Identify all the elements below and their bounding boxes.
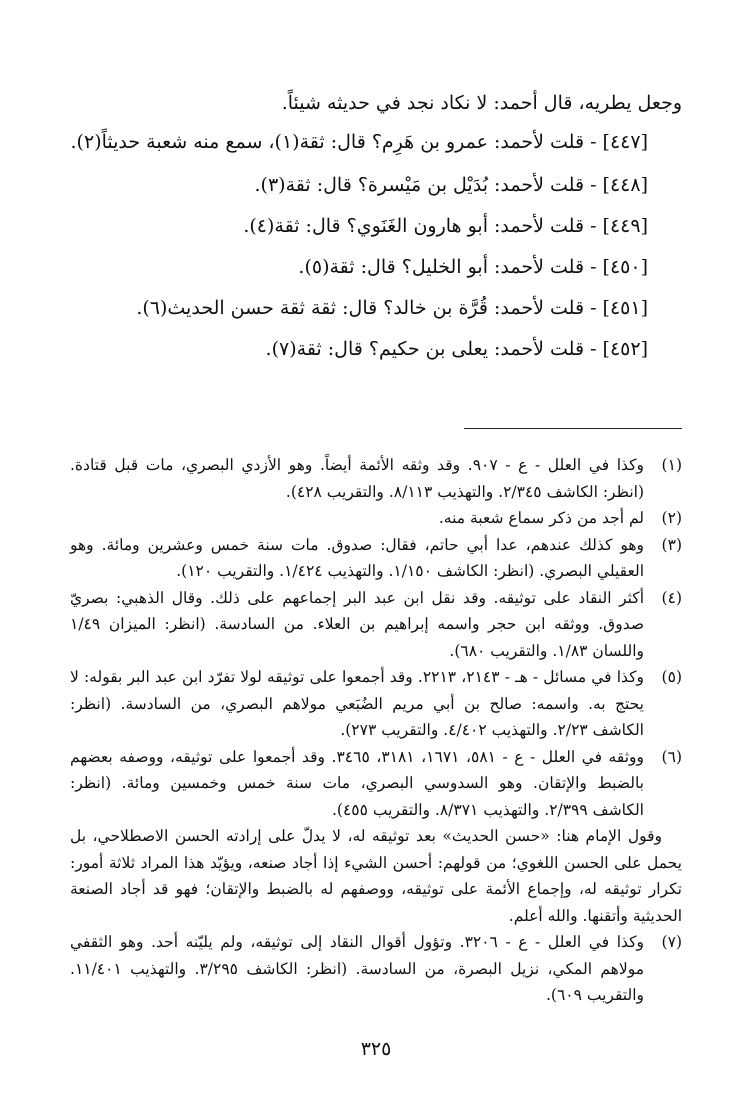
footnote-text: ووثقه في العلل - ع - ٥٨١، ١٦٧١، ٣١٨١، ٣٤٦٥. وقد أجمعوا على توثيقه، ووصفه بعضهم بالضبط والإتقان. وهو السدوسي البصري، مات سنة خمس وخمسين ومائة. (انظر: الكاشف ٢/٣٩٩. والتهذيب ٨/٣٧١. والتقريب ٤٥٥). [70, 747, 644, 819]
footnote-text: وهو كذلك عندهم، عدا أبي حاتم، فقال: صدوق. مات سنة خمس وعشرين ومائة. وهو العقيلي البصري. (انظر: الكاشف ١/١٥٠. والتهذيب ١/٤٢٤. والتقريب ١٢٠). [70, 535, 644, 580]
main-text [70, 86, 682, 373]
intro-line: وجعل يطريه، قال أحمد: لا نكاد نجد في حديثه شيئاً. [281, 92, 682, 114]
footnote-text: لم أجد من ذكر سماع شعبة منه. [438, 509, 644, 527]
footnote-text: وكذا في مسائل - هـ - ٢١٤٣، ٢٢١٣. وقد أجمعوا على توثيقه لولا تفرّد ابن عبد البر بقوله: لا يحتج به. واسمه: صالح بن أبي مريم الضُبَعي مولاهم البصري، من السادسة. (انظر: الكاشف ٢/٢٣. والتهذيب ٤/٤٠٢. والتقريب ٢٧٣). [70, 668, 645, 739]
footnote-1 [70, 452, 682, 505]
footnote-number: (٦) [661, 747, 682, 766]
entry-448: [٤٤٨] - قلت لأحمد: بُدَيْل بن مَيْسرة؟ قال: ثقة(٣). [254, 174, 648, 196]
footnote-6-continuation [70, 823, 682, 929]
footnote-text: وكذا في العلل - ع - ٩٠٧. وقد وثقه الأئمة أيضاً. وهو الأزدي البصري، مات قبل قتادة. (انظر: الكاشف ٢/٣٤٥. والتهذيب ٨/١١٣. والتقريب ٤٢٨). [70, 456, 645, 501]
footnote-continuation-text: وقول الإمام هنا: «حسن الحديث» بعد توثيقه له، لا يدلّ على إرادته الحسن الاصطلاحي، بل يحمل على الحسن اللغوي؛ من قولهم: أحسن الشيء إذا أجاد صنعه، ويؤيّد هذا المراد ثلاثة أمور: تكرار توثيقه له، وإجماع الأئمة على توثيقه، ووصفهم له بالضبط والإتقان؛ فهو قد أجاد الصنعة الحديثية وأتقنها. والله أعلم. [70, 827, 682, 925]
entry-449: [٤٤٩] - قلت لأحمد: أبو هارون الغَنَوي؟ قال: ثقة(٤). [243, 215, 648, 237]
footnote-number: (١) [661, 456, 682, 474]
footnote-number: (٢) [661, 509, 682, 527]
entry-447: [٤٤٧] - قلت لأحمد: عمرو بن هَرِم؟ قال: ثقة(١)، سمع منه شعبة حديثاً(٢). [70, 131, 648, 153]
entry-451: [٤٥١] - قلت لأحمد: قُرَّة بن خالد؟ قال: ثقة ثقة حسن الحديث(٦). [136, 297, 648, 319]
footnote-number: (٤) [661, 588, 682, 607]
page [70, 0, 682, 1094]
footnotes [70, 452, 682, 1009]
entry-452: [٤٥٢] - قلت لأحمد: يعلى بن حكيم؟ قال: ثقة(٧). [265, 338, 648, 360]
page-number: ٣٢٥ [360, 1038, 392, 1060]
footnote-number: (٣) [661, 535, 682, 554]
footnote-separator [464, 428, 682, 429]
footnote-2 [70, 505, 682, 532]
footnote-6 [70, 744, 682, 824]
footnote-text: أكثر النقاد على توثيقه. وقد نقل ابن عبد البر إجماعهم على ذلك. وقال الذهبي: بصريّ صدوق. ووثقه ابن حجر واسمه إبراهيم بن العلاء. من السادسة. (انظر: الميزان ١/٤٩ واللسان ١/٨٣. والتقريب ٦٨٠). [70, 588, 644, 660]
footnote-7 [70, 929, 682, 1009]
footnote-number: (٧) [661, 933, 682, 951]
entry-450: [٤٥٠] - قلت لأحمد: أبو الخليل؟ قال: ثقة(٥). [298, 256, 648, 278]
footnote-5 [70, 664, 682, 744]
footnote-3 [70, 532, 682, 585]
footnote-number: (٥) [661, 668, 682, 686]
footnote-text: وكذا في العلل - ع - ٣٢٠٦. وتؤول أقوال النقاد إلى توثيقه، ولم يليّنه أحد. وهو الثقفي مولاهم المكي، نزيل البصرة، من السادسة. (انظر: الكاشف ٣/٢٩٥. والتهذيب ١١/٤٠١. والتقريب ٦٠٩). [70, 933, 644, 1004]
footnote-4 [70, 585, 682, 665]
